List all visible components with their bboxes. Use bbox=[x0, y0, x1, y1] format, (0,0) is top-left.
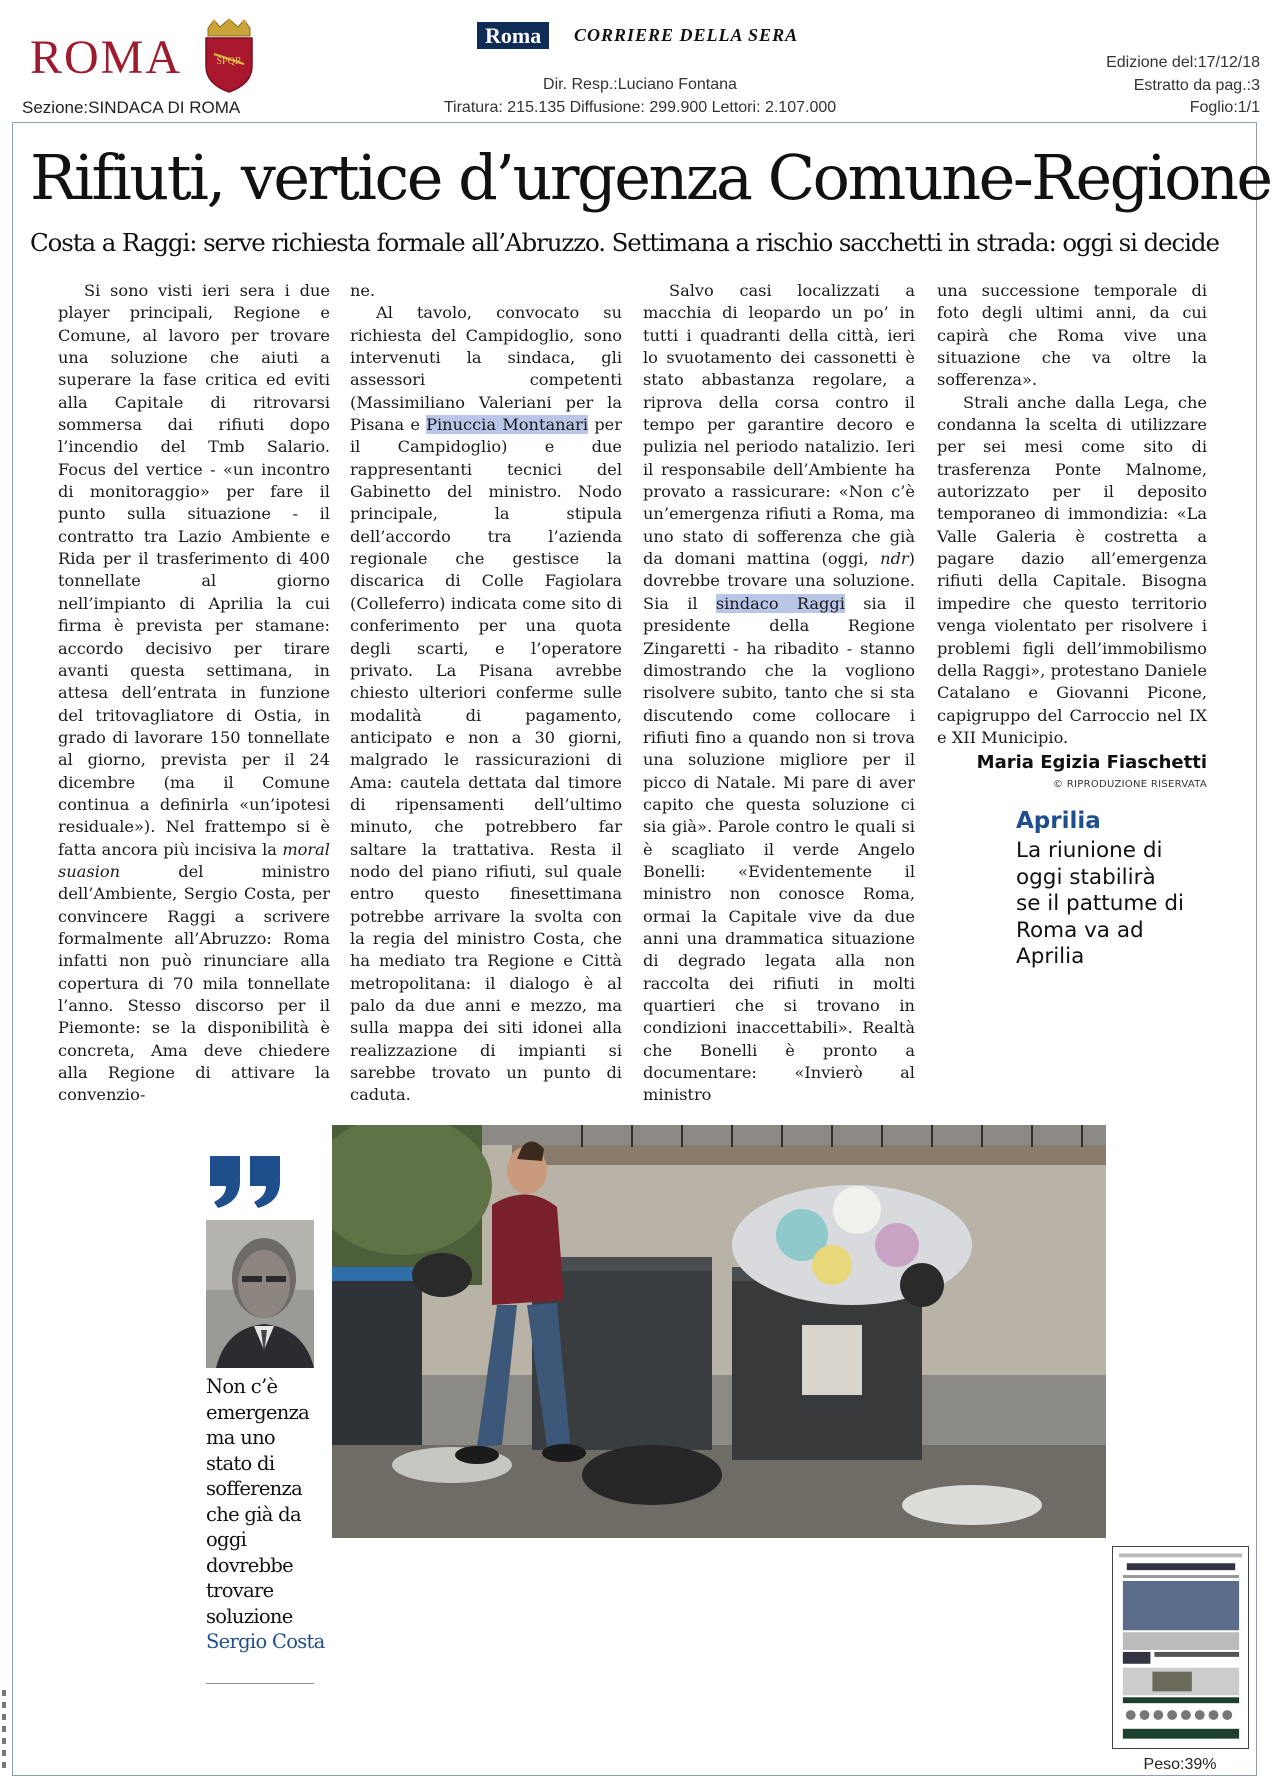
article-column-1 bbox=[58, 280, 330, 1107]
quote-mark-icon bbox=[206, 1152, 286, 1210]
paragraph-text: Al tavolo, convocato su richiesta del Campidoglio, sono intervenuti la sindaca, gli assessori competenti (Massimiliano Valeriani per la Pisana e bbox=[350, 303, 622, 435]
paragraph-text: ) dovrebbe trovare una soluzione. Sia il bbox=[643, 549, 915, 613]
author-byline: Maria Egizia Fiaschetti bbox=[976, 752, 1207, 773]
paragraph-carry: una successione temporale di foto degli ultimi anni, da cui capirà che Roma vive una situazione che va oltre la sofferenza». bbox=[937, 281, 1207, 390]
pull-quote-author: Sergio Costa bbox=[206, 1630, 325, 1653]
paragraph: Strali anche dalla Lega, che condanna la scelta di utilizzare per sei mesi come sito di trasferenza Ponte Malnome, autorizzato per il deposito temporaneo di immondizia: «La Valle Galeria è costretta a pagare dazio all’emergenza rifiuti della Capitale. Bisogna impedire che questo territorio venga violentato per risolvere i problemi figli dell’immobilismo della Raggi», protestano Daniele Catalano e Giovanni Picone, capigruppo del Carroccio nel IX e XII Municipio. bbox=[937, 392, 1207, 747]
svg-text:SPQR: SPQR bbox=[216, 56, 242, 67]
article-column-3 bbox=[643, 280, 915, 1107]
paragraph-text: del ministro dell’Ambiente, Sergio Costa, per convincere Raggi a scrivere formalmente all’Abruzzo: Roma infatti non può rinunciare alla copertura di 70 mila tonnellate l’anno. Stesso discorso per il Piemonte: se la disponibilità è concreta, Ama deve chiedere alla Regione di attivare la convenzio- bbox=[58, 861, 330, 1105]
section-label: Sezione:SINDACA DI ROMA bbox=[22, 98, 241, 117]
paragraph bbox=[58, 280, 330, 1107]
director-label: Dir. Resp.:Luciano Fontana bbox=[543, 76, 737, 93]
extract-page: Estratto da pag.:3 bbox=[1133, 77, 1260, 94]
article-column-4 bbox=[937, 280, 1207, 749]
paragraph-text: Si sono visti ieri sera i due player principali, Regione e Comune, al lavoro per trovare una soluzione che aiuti a superare la fase critica ed eviti alla Capitale di ritrovarsi sommersa dai rifiuti dopo l’incendio del Tmb Salario. Focus del vertice - «un incontro di monitoraggio» per fare il punto sulla situazione - il contratto tra Lazio Ambiente e Rida per il trasferimento di 400 tonnellate al giorno nell’impianto di Aprilia la cui firma è prevista per stamane: accordo decisivo per tirare avanti questa settimana, in attesa dell’entrata in funzione del tritovagliatore di Ostia, in grado di lavorare 150 tonnellate al giorno, prevista per il 24 dicembre (ma il Comune continua a definirla «un’ipotesi residuale»). Nel frattempo si è fatta ancora più incisiva la bbox=[58, 281, 330, 859]
article-subheadline: Costa a Raggi: serve richiesta formale all’Abruzzo. Settimana a rischio sacchetti in strada: oggi si decide bbox=[30, 228, 1219, 257]
paragraph-text: Salvo casi localizzati a macchia di leopardo un po’ in tutti i quadranti della città, ieri lo svuotamento dei cassonetti è stato abbastanza regolare, a riprova della corsa contro il tempo per garantire decoro e pulizia nel periodo natalizio. Ieri il responsabile dell’Ambiente ha provato a rassicurare: «Non c’è un’emergenza rifiuti a Roma, ma uno stato di sofferenza che già da domani mattina (oggi, bbox=[643, 281, 915, 569]
article-column-2 bbox=[350, 280, 622, 1107]
weight-label: Peso:39% bbox=[1143, 1756, 1217, 1773]
sidebar-title: Aprilia bbox=[1016, 808, 1101, 834]
pull-quote-text: Non c’è emergenza ma uno stato di sofferenza che già da oggi dovrebbe trovare soluzione bbox=[206, 1375, 310, 1628]
paragraph bbox=[643, 280, 915, 1107]
pull-quote bbox=[206, 1374, 326, 1655]
paragraph bbox=[350, 302, 622, 1106]
edition-date: Edizione del:17/12/18 bbox=[1106, 54, 1260, 71]
roma-crest-icon bbox=[200, 18, 258, 94]
publication-city-badge: Roma bbox=[477, 22, 549, 49]
speaker-portrait bbox=[206, 1220, 314, 1368]
article-headline: Rifiuti, vertice d’urgenza Comune-Regione bbox=[30, 141, 1271, 214]
highlighted-name: sindaco Raggi bbox=[715, 593, 845, 613]
paragraph-carry: ne. bbox=[350, 281, 376, 300]
sidebar-text: La riunione di oggi stabilirà se il pattume di Roma va ad Aprilia bbox=[1016, 838, 1184, 969]
italic-phrase: ndr bbox=[880, 549, 909, 569]
paragraph-text: per il Campidoglio) e due rappresentanti tecnici del Gabinetto del ministro. Nodo principale, la stipula dell’accordo tra l’azienda regionale che gestisce la discarica di Colle Fagiolara (Colleferro) indicata come sito di conferimento per una quota degli scarti, e l’operatore privato. La Pisana avrebbe chiesto ulteriori conferme sulle modalità di pagamento, anticipato e non a 30 giorni, malgrado le rassicurazioni di Ama: cautela dettata dal timore di ripensamenti dell’ultimo minuto, che potrebbero far saltare la trattativa. Resta il nodo del piano rifiuti, sul quale entro questo finesettimana potrebbe arrivare la svolta con la regia del ministro Costa, che ha mediato tra Regione e Città metropolitana: il dialogo è al palo da due anni e mezzo, ma sulla mappa dei siti idonei alla realizzazione di impianti si sarebbe trovato un punto di caduta. bbox=[350, 415, 623, 1105]
sheet-number: Foglio:1/1 bbox=[1189, 99, 1260, 116]
article-photo bbox=[332, 1125, 1106, 1538]
margin-code-mark bbox=[1, 1690, 7, 1770]
roma-logo-text: ROMA bbox=[30, 31, 183, 84]
paragraph-text: sia il presidente della Regione Zingaretti - ha ribadito - stanno dimostrando che la vogliono risolvere subito, tanto che si sta discutendo come collocare i rifiuti fino a quando non si trova una soluzione migliore per il picco di Natale. Mi pare di aver capito che questa soluzione ci sia già». Parole contro le quali si è scagliato il verde Angelo Bonelli: «Evidentemente il ministro non conosce Roma, ormai la Capitale vive da due anni una drammatica situazione di degrado legata alla non raccolta dei rifiuti in molti quartieri che si trovano in condizioni inaccettabili». Realtà che Bonelli è pronto a documentare: «Invierò al ministro bbox=[643, 593, 915, 1105]
italic-phrase: moral suasion bbox=[58, 839, 330, 881]
quote-divider bbox=[206, 1683, 314, 1684]
circulation-label: Tiratura: 215.135 Diffusione: 299.900 Lettori: 2.107.000 bbox=[443, 99, 837, 116]
copyright-notice: © RIPRODUZIONE RISERVATA bbox=[1052, 779, 1207, 790]
newspaper-masthead: CORRIERE DELLA SERA bbox=[574, 25, 799, 45]
page-thumbnail bbox=[1112, 1546, 1249, 1749]
highlighted-name: Pinuccia Montanari bbox=[426, 415, 589, 435]
